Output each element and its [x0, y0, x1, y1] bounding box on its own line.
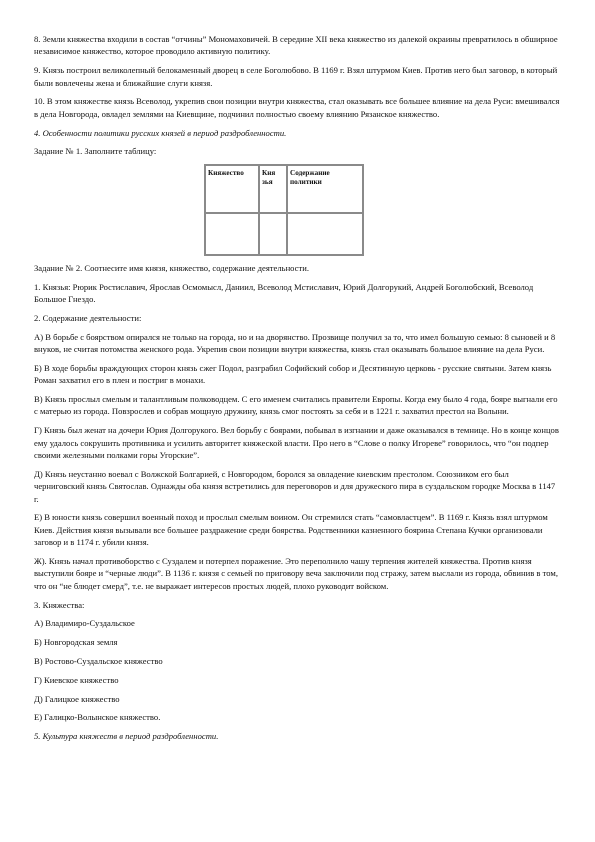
activity-item-e: Е) В юности князь совершил военный поход и прослыл смелым воином. Он стремился стать “самовластцем”. В 1169 г. Князь взял штурмом Киев. Действия князя вызывали все большее раздражение среди боярства. Родственники казненного боярина Степана Кучки организовали заговор и в 1174 г. убили князя.: [34, 512, 548, 548]
section-5-heading: 5. Культура княжеств в период раздробленности.: [34, 731, 219, 742]
activity-item-v: В) Князь прослыл смелым и талантливым полководцем. С его именем считались правители Европы. Когда ему было 4 года, бояре выгнали его с матерью из города. Повзрослев и собрав мощную дружину, князь смог постоять за себя и в 1221 г. захватил престол на Волыни.: [34, 394, 558, 417]
principality-item: Г) Киевское княжество: [34, 674, 119, 685]
principality-item: А) Владимиро-Суздальское: [34, 618, 135, 629]
activity-item-zh: Ж). Князь начал противоборство с Суздалем и потерпел поражение. Это переполнило чашу терпения жителей княжества. Против князя выступили бояре и “черные люди”. В 1136 г. князя с семьей по приговору веча заключили под стражу, затем выслали из города, обвинив в том, что он “не блюдет смерд”, т.е. не выражает интересов простых людей, плохо руководит войском.: [34, 556, 559, 591]
paragraph-item-10: 10. В этом княжестве князь Всеволод, укрепив свои позиции внутри княжества, стал оказывать все большее влияние на дела Руси: вмешивался в дела Новгорода, овладел землями на Киевщине, подчинил полностью своему влиянию Рязанское княжество.: [34, 96, 560, 119]
task-1-heading: Задание № 1. Заполните таблицу:: [34, 146, 157, 157]
principality-item: Е) Галицко-Волынское княжество.: [34, 712, 161, 723]
principalities-heading: 3. Княжества:: [34, 599, 85, 610]
table-cell: [287, 213, 363, 255]
table-header-row: [205, 165, 363, 213]
principality-item: В) Ростово-Суздальское княжество: [34, 656, 163, 667]
table-cell: [205, 213, 259, 255]
principality-item: Б) Новгородская земля: [34, 637, 118, 648]
activity-item-g: Г) Князь был женат на дочери Юрия Долгорукого. Вел борьбу с боярами, побывал в изгнании и даже оказывался в темнице. Но в конце концов ему удалось сокрушить противника и усилить авторитет княжеской власти. Про него в “Слове о полку Игореве” говорилось, что “он подпер своими железными полками горы Угорские”.: [34, 425, 559, 461]
table-row: [205, 213, 363, 255]
paragraph-item-9: 9. Князь построил великолепный белокаменный дворец в селе Боголюбово. В 1169 г. Взял штурмом Киев. Против него был заговор, в который были вовлечены жена и ближайшие слуги князя.: [34, 65, 558, 88]
table-header-cell: Кня зья: [259, 165, 287, 213]
fill-in-table: [204, 164, 364, 256]
activity-heading: 2. Содержание деятельности:: [34, 312, 142, 323]
task-2-heading: Задание № 2. Соотнесите имя князя, княжество, содержание деятельности.: [34, 262, 309, 273]
document-page: [34, 33, 560, 743]
table-header-cell: Княжество: [205, 165, 259, 213]
activity-item-b: Б) В ходе борьбы враждующих сторон князь сжег Подол, разграбил Софийский собор и Десятинную церковь - русские святыни. Затем князь Роман захватил его в плен и постриг в монахи.: [34, 362, 552, 386]
section-4-heading: 4. Особенности политики русских князей в период раздробленности.: [34, 127, 287, 138]
principality-item: Д) Галицкое княжество: [34, 693, 120, 704]
table-header-cell: Содержание политики: [287, 165, 363, 213]
activity-item-a: А) В борьбе с боярством опирался не только на города, но и на дворянство. Прозвище получил за то, что имел большую семью: 8 сыновей и 8 внуков, не считая потомства женского рода. Укрепив свои позиции внутри княжества, князь стал оказывать большое влияние на дела Руси.: [34, 331, 556, 355]
paragraph-item-8: 8. Земли княжества входили в состав “отчины” Мономаховичей. В середине XII века княжество из далекой окраины превратилось в обширное независимое княжество, которое проводило активную политику.: [34, 34, 558, 57]
activity-item-d: Д) Князь неустанно воевал с Волжской Болгарией, с Новгородом, боролся за овладение киевским престолом. Союзником его был черниговский князь Святослав. Однажды оба князя встретились для переговоров и для дружеского пира в суздальском городке Москва в 1147 г.: [34, 468, 556, 504]
table-cell: [259, 213, 287, 255]
princes-list: 1. Князья: Рюрик Ростиславич, Ярослав Осмомысл, Даниил, Всеволод Мстиславич, Юрий Долгорукий, Андрей Боголюбский, Всеволод Большое Гнездо.: [34, 281, 534, 305]
